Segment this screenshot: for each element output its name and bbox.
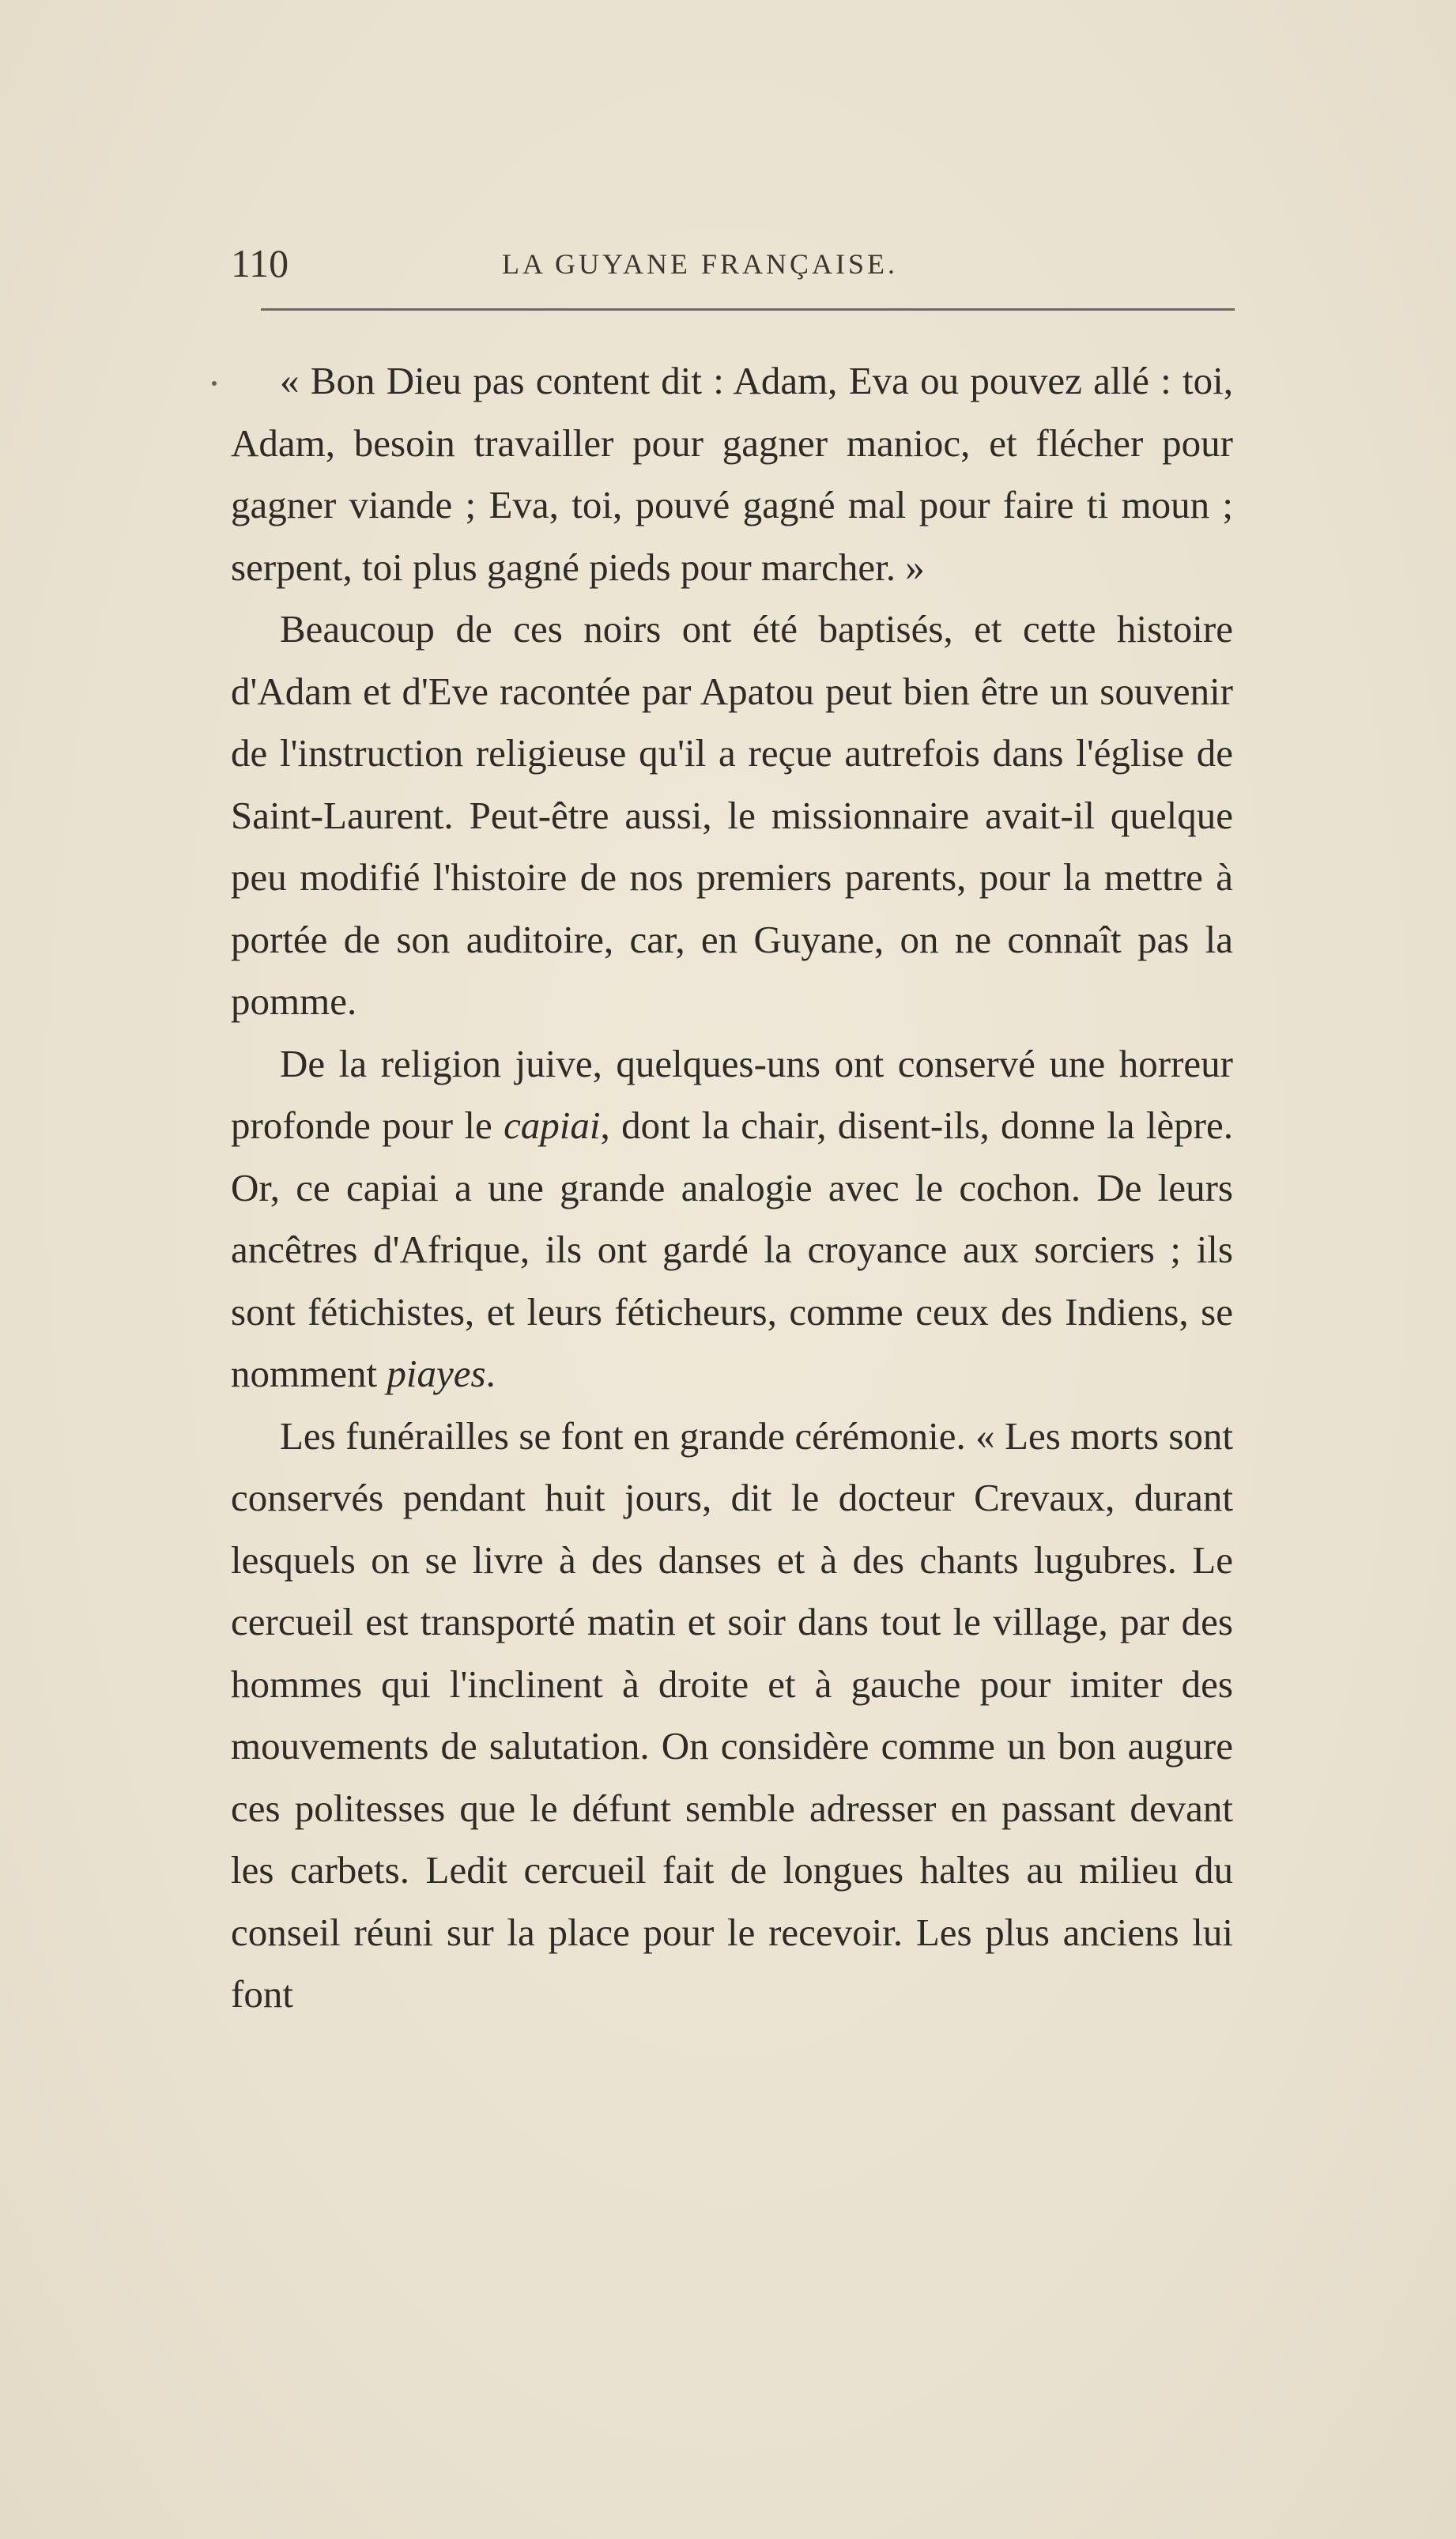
running-title: LA GUYANE FRANÇAISE. (502, 248, 899, 280)
paragraph-baptises: Beaucoup de ces noirs ont été baptisés, et cette histoire d'Adam et d'Eve racontée par Apatou peut bien être un souvenir de l'instruction religieuse qu'il a reçue autrefois dans l'église de Saint-Laurent. Peut-être aussi, le missionnaire avait-il quelque peu modifié l'histoire de nos premiers parents, pour la mettre à portée de son auditoire, car, en Guyane, on ne connaît pas la pomme. (231, 607, 1233, 1023)
body-text (231, 350, 1233, 2026)
header-rule (261, 308, 1235, 311)
italic-capiai: capiai (504, 1104, 601, 1147)
italic-piayes: piayes (387, 1352, 486, 1395)
paragraph-religion-juive-end: . (485, 1352, 496, 1395)
paragraph-religion-juive-part2: , dont la chair, disent-ils, donne la lèpre. Or, ce capiai a une grande analogie avec le cochon. De leurs ancêtres d'Afrique, ils ont gardé la croyance aux sorciers ; ils sont fétichistes, et leurs féticheurs, comme ceux des Indiens, se nomment (231, 1104, 1233, 1395)
paragraph-religion-juive (231, 1033, 1233, 1405)
paragraph-religion-juive-part1: De la religion juive, quelques-uns ont conservé une horreur profonde pour le (231, 1041, 1233, 1147)
paragraph-funerailles: Les funérailles se font en grande cérémonie. « Les morts sont conservés pendant huit jours, dit le docteur Crevaux, durant lesquels on se livre à des danses et à des chants lugubres. Le cercueil est transporté matin et soir dans tout le village, par des hommes qui l'inclinent à droite et à gauche pour imiter des mouvements de salutation. On considère comme un bon augure ces politesses que le défunt semble adresser en passant devant les carbets. Ledit cercueil fait de longues haltes au milieu du conseil réuni sur la place pour le recevoir. Les plus anciens lui font (231, 1413, 1233, 2016)
page-number: 110 (231, 241, 289, 285)
page-header (231, 236, 1235, 291)
margin-mark (212, 381, 217, 386)
paragraph-bon-dieu: « Bon Dieu pas content dit : Adam, Eva ou pouvez allé : toi, Adam, besoin travailler pour gagner manioc, et flécher pour gagner viande ; Eva, toi, pouvé gagné mal pour faire ti moun ; serpent, toi plus gagné pieds pour marcher. » (231, 359, 1233, 589)
